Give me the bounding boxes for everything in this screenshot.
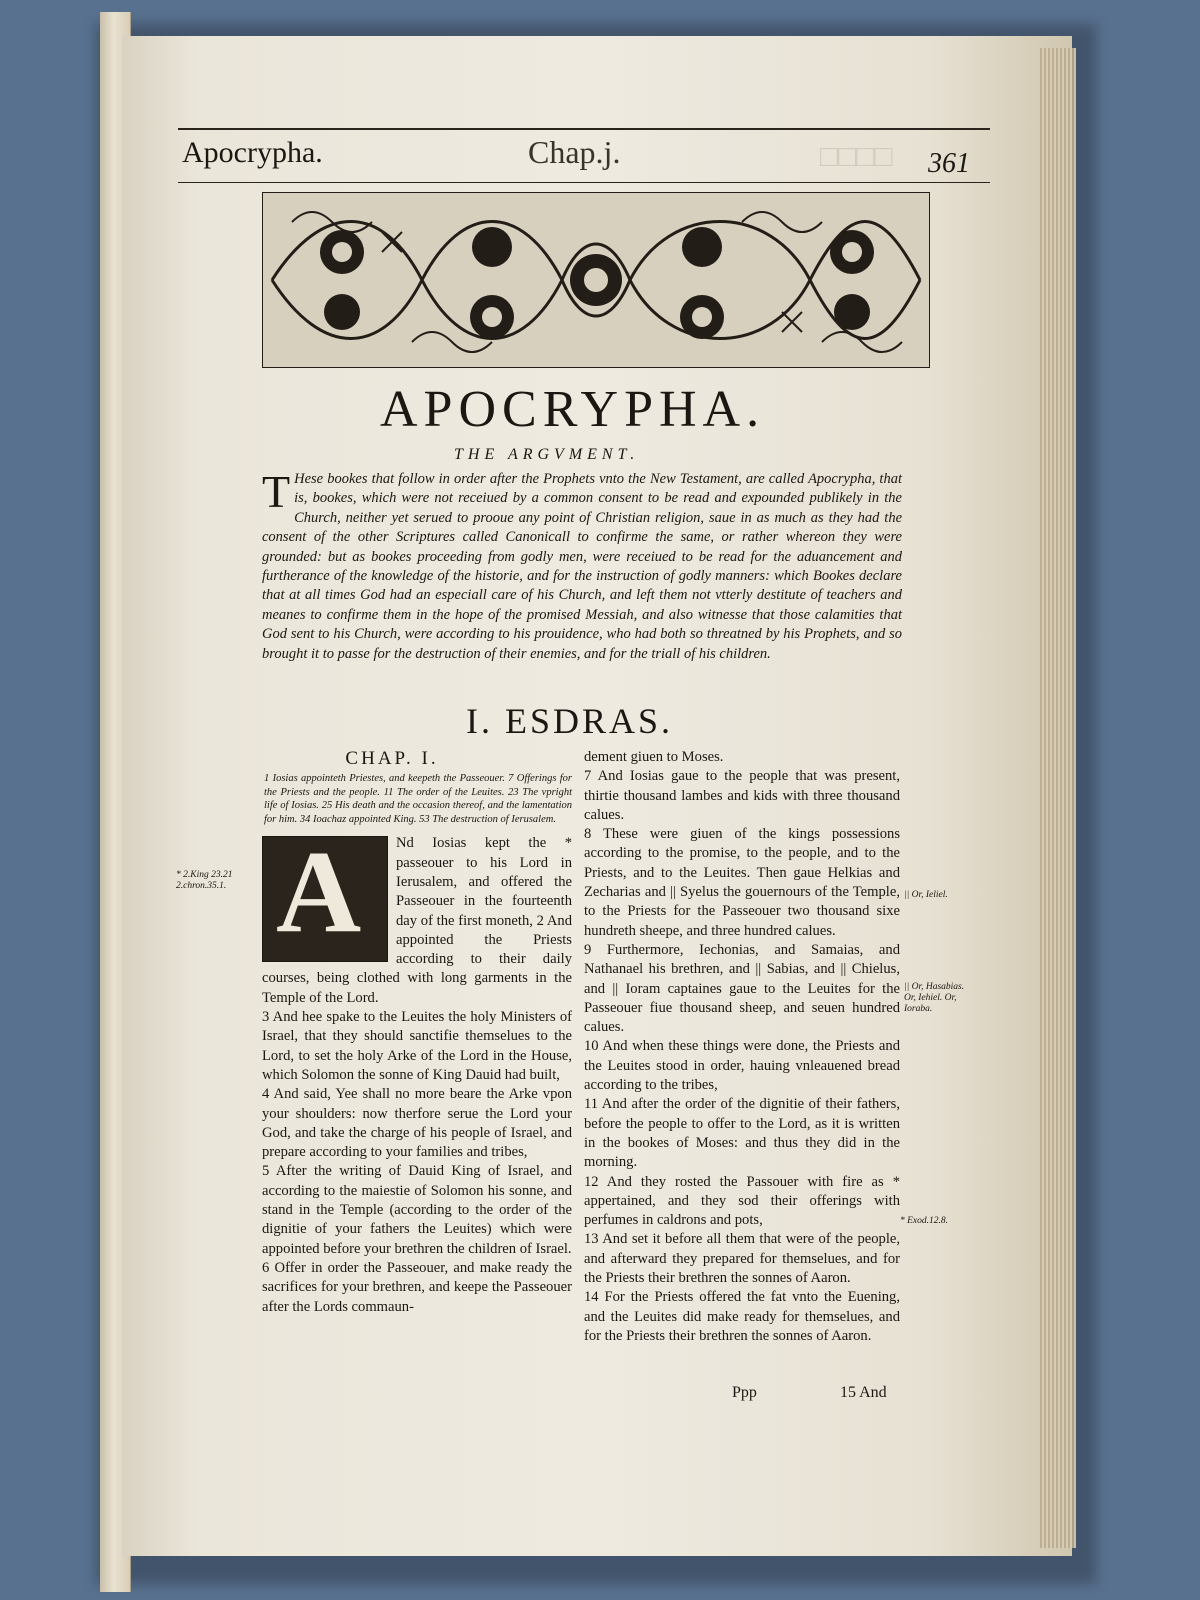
left-column [262,748,572,1317]
decorated-initial-letter: A [276,826,362,958]
verse-1 [262,826,572,1008]
verse-13: 13 And set it before all them that were of the people, and afterward they prepared for themselues, and for the Priests their brethren the sonnes of Aaron. [584,1231,900,1287]
verse-1-text: Nd Iosias kept the * passeouer to his Lord in Ierusalem, and offered the Passeouer in the fourteenth day of the first moneth, [396,835,572,929]
page-block-edge [1040,48,1076,1548]
running-head-left: Apocrypha. [182,136,323,169]
right-column [584,748,900,1346]
header-rule-top [178,128,990,130]
margin-note-right-3: * Exod.12.8. [900,1216,949,1226]
signature-mark: Ppp [732,1384,757,1401]
show-through: □□□□ [820,140,893,173]
argument-heading: THE ARGVMENT. [454,446,640,463]
decorated-initial [262,826,390,962]
page-number: 361 [928,148,970,179]
argument-paragraph [262,466,902,664]
running-head-center: Chap.j. [528,134,621,170]
woodcut-headpiece-ornament [262,192,930,368]
argument-initial: T [262,466,291,517]
verse-11: 11 And after the order of the dignitie of their fathers, before the people to offer to the Lord, as it is written in the bookes of Moses: and thus they did in the morning. [584,1096,900,1171]
verse-6: 6 Offer in order the Passeouer, and make ready the sacrifices for your brethren, and keepe the Passeouer after the Lords commaun- [262,1259,572,1315]
verse-4: 4 And said, Yee shall no more beare the Arke vpon your shoulders: now therfore serue the Lord your God, and take the charge of his people of Israel, and prepare according to your families and tribes, [262,1086,572,1161]
header-rule-bottom [178,182,990,183]
verse-12: 12 And they rosted the Passouer with fire as * appertained, and they sod their offerings with perfumes in caldrons and pots, [584,1173,900,1229]
margin-note-right-2: || Or, Hasabias. Or, Iehiel. Or, Ioraba. [904,982,965,1014]
verse-14: 14 For the Priests offered the fat vnto the Euening, and the Leuites did make ready for themselues, and for the Priests their brethren the sonnes of Aaron. [584,1289,900,1344]
verse-7: 7 And Iosias gaue to the people that was present, thirtie thousand lambes and kids with three thousand calues. [584,768,900,823]
verse-9: 9 Furthermore, Iechonias, and Samaias, and Nathanael his brethren, and || Sabias, and || Chielus, and || Ioram captaines gaue to the Leuites for the Passeouer fiue thousand sheep, and seuen hundred calues. [584,941,900,1036]
verse-8: 8 These were giuen of the kings possessions according to the promise, to the people, and to the Priests, and to the Leuites. Then gaue Helkias and Zecharias and || Syelus the gouernours of the Temple, to the Priests for the Passeouer two thousand sixe hundreth sheepe, and three hundred calues. [584,826,900,939]
verse-10: 10 And when these things were done, the Priests and the Leuites stood in order, hauing vnleauened bread according to the tribes, [584,1038,900,1094]
verse-6-continued: dement giuen to Moses. [584,749,724,765]
chapter-heading: CHAP. I. [345,748,439,769]
verse-3: 3 And hee spake to the Leuites the holy Ministers of Israel, that they should sanctifie themselues to the Lord, to set the holy Arke of the Lord in the House, which Solomon the sonne of King Dauid had built, [262,1009,572,1083]
verse-2-text: 2 And appointed the Priests according to their daily courses, being clothed with long garments in the Temple of the Lord. [262,912,572,1006]
catchword: 15 And [840,1384,887,1401]
verse-5: 5 After the writing of Dauid King of Israel, and according to the maiestie of Solomon his sonne, and stand in the Temple (according to the order of the dignitie of your fathers the Leuites) which were appointed before your brethren the children of Israel. [262,1163,572,1257]
margin-reference-left: * 2.King 23.21 2.chron.35.1. [176,870,233,891]
margin-note-right-1: || Or, Ieliel. [904,890,948,900]
argument-text: Hese bookes that follow in order after the Prophets vnto the New Testament, are called Apocrypha, that is, bookes, which were not receiued by a common consent to be read and expounded publikely in the Church, neither yet serued to prooue any point of Christian religion, saue in as much as they had the consent of the other Scriptures called Canonicall to confirme the same, or rather whereon they were grounded: but as bookes proceeding from godly men, were receiued to be read for the aduancement and furtherance of the knowledge of the historie, and for the instruction of godly manners: which Bookes declare that at all times God had an especiall care of his Church, and left them not vtterly destitute of teachers and meanes to confirme them in the hope of the promised Messiah, and also witnesse that those calamities that God sent to his Church, were according to his prouidence, who had both so threatned by his Prophets, and so brought it to passe for the destruction of their enemies, and for the triall of his children. [262,471,902,662]
chapter-summary: 1 Iosias appointeth Priestes, and keepeth the Passeouer. 7 Offerings for the Priests and the people. 11 The order of the Leuites. 23 The vpright life of Iosias. 25 His death and the occasion thereof, and the lamentation for him. 34 Ioachaz appointed King. 53 The destruction of Ierusalem. [264,773,572,825]
book-title: I. ESDRAS. [466,701,674,741]
main-title: APOCRYPHA. [380,381,766,438]
